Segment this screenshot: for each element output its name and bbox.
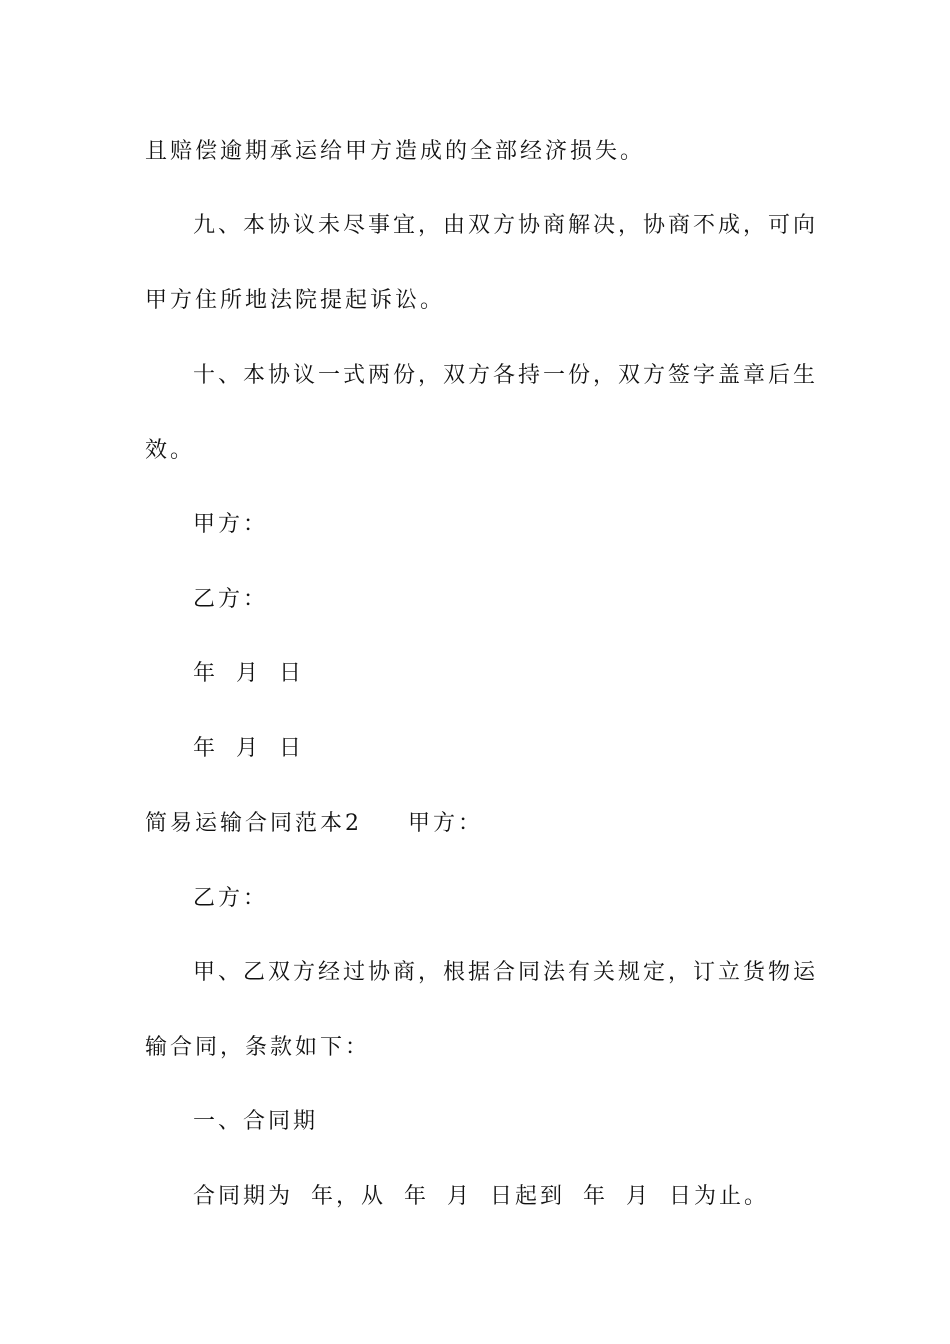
party-b-signature-label: 乙方：: [193, 587, 269, 612]
intro-line-1: 甲、乙双方经过协商，根据合同法有关规定，订立货物运: [193, 960, 819, 985]
date-line-2: 年 月 日: [193, 736, 304, 761]
section-title: 简易运输合同范本2: [145, 811, 362, 836]
section-party-a-label: 甲方：: [408, 811, 484, 836]
paragraph-line: 且赔偿逾期承运给甲方造成的全部经济损失。: [145, 139, 646, 164]
intro-line-2: 输合同，条款如下：: [145, 1035, 371, 1060]
section-party-b-label: 乙方：: [193, 886, 269, 911]
clause-1-heading: 一、合同期: [193, 1109, 319, 1134]
clause-10-line-1: 十、本协议一式两份，双方各持一份，双方签字盖章后生: [193, 363, 819, 388]
date-line-1: 年 月 日: [193, 661, 304, 686]
clause-9-line-2: 甲方住所地法院提起诉讼。: [145, 288, 446, 313]
section-heading-line: [145, 810, 483, 838]
clause-9-line-1: 九、本协议未尽事宜，由双方协商解决，协商不成，可向: [193, 213, 819, 238]
clause-10-line-2: 效。: [145, 438, 196, 463]
party-a-signature-label: 甲方：: [193, 512, 269, 537]
contract-period-line: 合同期为 年，从 年 月 日起到 年 月 日为止。: [193, 1184, 769, 1209]
